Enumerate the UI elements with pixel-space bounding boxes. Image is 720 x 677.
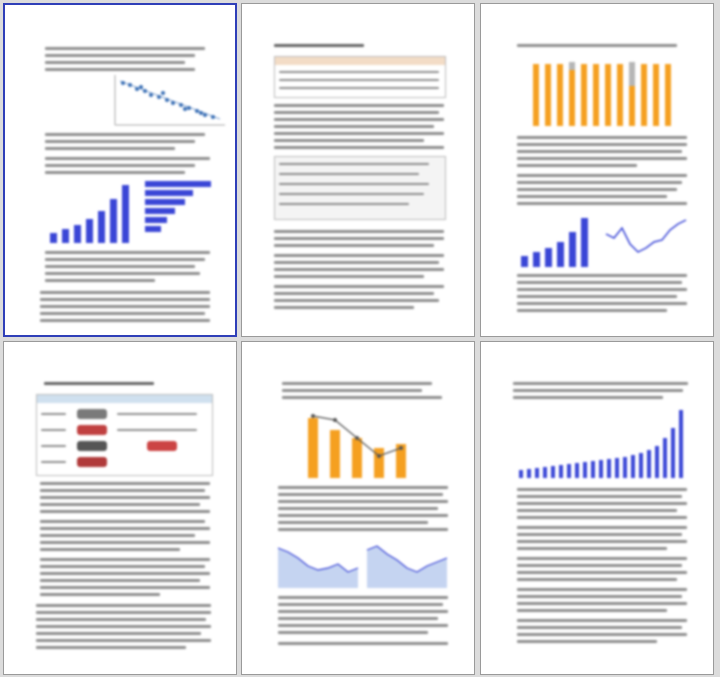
page-4-content bbox=[4, 342, 236, 674]
horizontal-bar-chart bbox=[145, 181, 215, 241]
page-thumbnail-6[interactable] bbox=[480, 341, 714, 675]
data-table-1 bbox=[274, 56, 446, 98]
bar-chart-blue bbox=[517, 212, 597, 267]
area-chart-right bbox=[367, 538, 447, 588]
scatter-chart bbox=[115, 75, 225, 125]
vehicle-table bbox=[36, 394, 213, 476]
page-3-content bbox=[481, 4, 713, 336]
bar-chart-growth bbox=[45, 183, 135, 243]
page-2-content bbox=[242, 4, 474, 336]
page-6-content bbox=[481, 342, 713, 674]
line-chart bbox=[606, 214, 686, 264]
area-chart-left bbox=[278, 538, 358, 588]
ranked-bar-chart bbox=[517, 408, 687, 478]
page-thumbnail-3[interactable] bbox=[480, 3, 714, 337]
page-thumbnail-5[interactable] bbox=[241, 341, 475, 675]
stacked-bar-chart bbox=[531, 56, 681, 126]
data-table-2 bbox=[274, 156, 446, 220]
page-1-content bbox=[5, 5, 235, 335]
page-thumbnail-4[interactable] bbox=[3, 341, 237, 675]
combo-bar-line-chart bbox=[302, 408, 422, 478]
page-5-content bbox=[242, 342, 474, 674]
page-thumbnail-2[interactable] bbox=[241, 3, 475, 337]
page-thumbnail-1[interactable] bbox=[3, 3, 237, 337]
